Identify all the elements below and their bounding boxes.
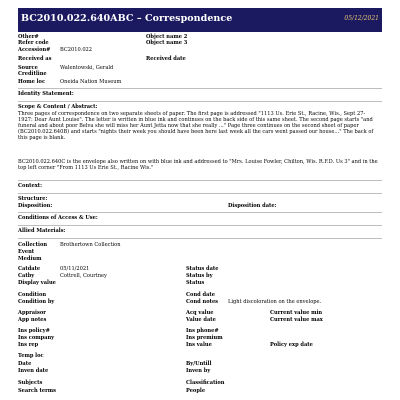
inven-by-label: Inven by — [186, 368, 211, 374]
temp-loc-label: Temp loc — [18, 353, 44, 359]
collection-label: Collection — [18, 242, 48, 248]
divider — [18, 180, 382, 181]
accession-num-label: Accession# — [18, 47, 51, 53]
ins-policy-label: Ins policy# — [18, 328, 50, 334]
people-label: People — [186, 388, 206, 394]
divider — [18, 212, 382, 213]
identity-statement-label: Identity Statement: — [18, 91, 74, 97]
structure-label: Structure: — [18, 196, 48, 202]
scope-paragraph-2: BC2010.022.640C is the envelope also written on with blue ink and addressed to "Mrs. Louise Fowler, Chilton, Wis. R.F.D. Us 3" and in the top left corner "From 1113 Us Erie St., Racine Wis." — [18, 159, 378, 172]
ins-premium-label: Ins premium — [186, 335, 223, 341]
divider — [18, 101, 382, 102]
inven-date-label: Inven date — [18, 368, 49, 374]
medium-label: Medium — [18, 256, 42, 262]
condition-by-label: Condition by — [18, 299, 55, 305]
by-until-label: By/Untill — [186, 361, 212, 367]
status-date-label: Status date — [186, 266, 219, 272]
policy-exp-date-label: Policy exp date — [270, 342, 313, 348]
object-name-2-label: Object name 2 — [146, 34, 188, 40]
current-value-min-label: Current value min — [270, 310, 323, 316]
value-date-label: Value date — [186, 317, 216, 323]
status-label: Status — [186, 280, 205, 286]
classification-label: Classification — [186, 380, 225, 386]
divider — [18, 238, 382, 239]
allied-materials-label: Allied Materials: — [18, 228, 66, 234]
app-notes-label: App notes — [18, 317, 47, 323]
cond-date-label: Cond date — [186, 292, 215, 298]
ins-rep-label: Ins rep — [18, 342, 39, 348]
home-loc-label: Home loc — [18, 79, 46, 85]
divider — [18, 193, 382, 194]
scope-paragraph-1: Three pages of correspondence on two separate sheets of paper. The first page is addressed "1113 Us. Erie St., Racine, Wis., Sept 27-1927: Dear Aunt Louise". The letter is written in blue ink and continues on the back side of this same sheet. The second page starts "and funeral and about poor Belva she will miss her Aunt Jetta now that she really ..." Page three continues on the second sheet of paper (BC2010.022.640B) and starts "nights their week you should have been here last week all the cars went passed our house..." The back of this page is blank. — [18, 111, 374, 142]
current-value-max-label: Current value max — [270, 317, 323, 323]
catdate-label: Catdate — [18, 266, 41, 272]
ins-company-label: Ins company — [18, 335, 55, 341]
print-date: 05/12/2021 — [344, 15, 379, 22]
search-terms-label: Search terms — [18, 388, 57, 394]
catby-value: Cottrell, Courtney — [60, 273, 107, 279]
display-value-label: Display value — [18, 280, 56, 286]
received-as-label: Received as — [18, 56, 52, 62]
date-label: Date — [18, 361, 32, 367]
cond-notes-label: Cond notes — [186, 299, 219, 305]
source-label: Source — [18, 65, 38, 71]
divider — [18, 88, 382, 89]
record-header — [18, 8, 382, 32]
other-num-label: Other# — [18, 34, 39, 40]
refer-code-label: Refer code — [18, 40, 49, 46]
conditions-access-label: Conditions of Access & Use: — [18, 215, 98, 221]
accession-num-value: BC2010.022 — [60, 47, 93, 53]
received-date-label: Received date — [146, 56, 186, 62]
disposition-date-label: Disposition date: — [228, 203, 277, 209]
collection-value: Brothertown Collection — [60, 242, 121, 248]
acq-value-label: Acq value — [186, 310, 214, 316]
event-label: Event — [18, 249, 35, 255]
creditline-label: Creditline — [18, 71, 47, 77]
ins-value-label: Ins value — [186, 342, 212, 348]
scope-content-label: Scope & Content / Abstract: — [18, 104, 98, 110]
status-by-label: Status by — [186, 273, 213, 279]
subjects-label: Subjects — [18, 380, 43, 386]
cond-notes-value: Light discoloration on the envelope. — [228, 299, 322, 305]
source-value: Walentowski, Gerald — [60, 65, 114, 71]
ins-phone-label: Ins phone# — [186, 328, 219, 334]
condition-label: Condition — [18, 292, 47, 298]
catby-label: Catby — [18, 273, 35, 279]
divider — [18, 225, 382, 226]
record-title: BC2010.022.640ABC – Correspondence — [21, 13, 233, 24]
disposition-label: Disposition: — [18, 203, 53, 209]
context-label: Context: — [18, 183, 43, 189]
appraisor-label: Appraisor — [18, 310, 46, 316]
home-loc-value: Oneida Nation Museum — [60, 79, 122, 85]
object-name-3-label: Object name 3 — [146, 40, 188, 46]
catdate-value: 05/11/2021 — [60, 266, 90, 272]
